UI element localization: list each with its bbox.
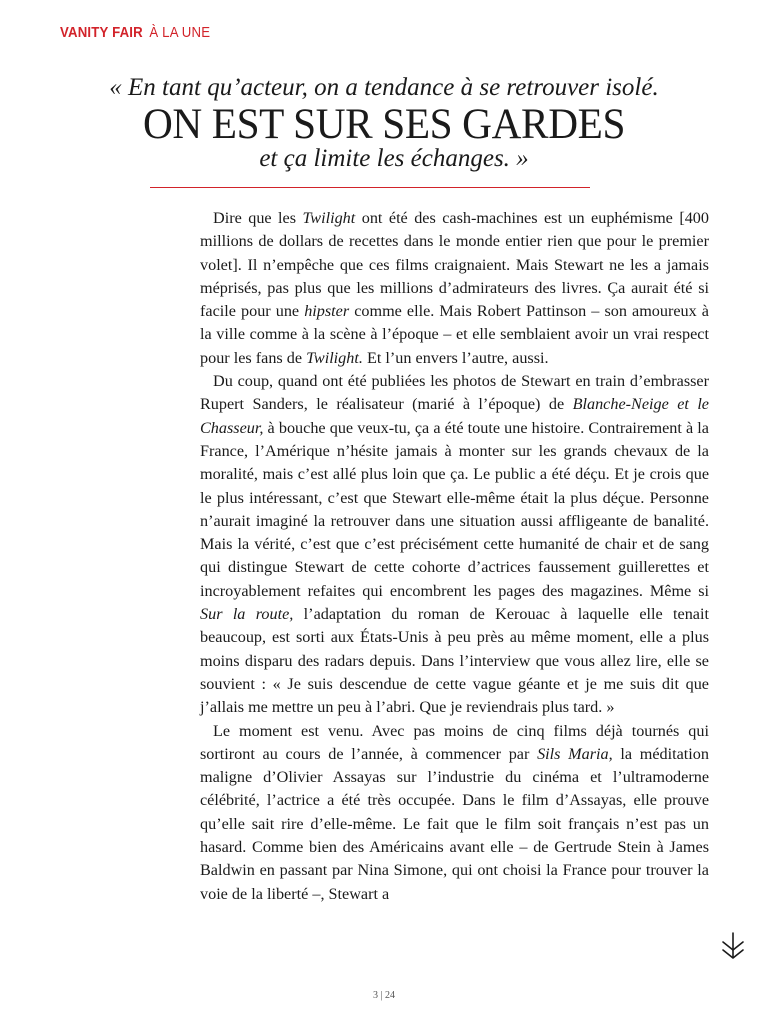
paragraph-text: ont été des cash-machines est un euphémisme [400 millions de dollars de recettes dans le monde entier rien que pour le premier volet]. Il n’empêche que ces films craignaient. Mais Stewart ne les a jamais méprisés, pas plus que les millions d’admirateurs des livres. Ça aurait été si facile pour une [200,209,709,321]
paragraph-text: Dire que les [213,209,303,227]
paragraph-text: Le moment est venu. Avec pas moins de cinq films déjà tournés qui sortiront au cours de l’année, à commencer par [200,721,709,763]
magazine-brand: VANITY FAIR [60,24,143,41]
title-blanche-neige: Blanche-Neige et le Chasseur, [200,395,709,437]
paragraph-text: comme elle. Mais Robert Pattinson – son amoureux à la ville comme à la scène à l’époque – et elle semblaient avoir un vrai respect pour les fans de [200,302,709,367]
section-label: À LA UNE [149,24,211,41]
title-twilight: Twilight. [306,348,363,367]
pull-quote-line-3: et ça limite les échanges. » [259,145,529,172]
pull-quote-divider [150,187,590,188]
paragraph-text: Et l’un envers l’autre, aussi. [362,348,549,367]
paragraph-2 [200,370,709,719]
paragraph-3 [200,720,709,906]
article-body [200,207,709,906]
paragraph-text: la méditation maligne d’Olivier Assayas sur l’industrie du cinéma et l’ultramoderne célébrité, l’actrice a été très occupée. Dans le film d’Assayas, elle prouve qu’elle sait rire d’elle-même. Le fait que le film soit français n’est pas un hasard. Comme bien des Américains avant elle – de Gertrude Stein à James Baldwin en passant par Nina Simone, qui ont choisi la France pour trouver la voie de la liberté –, Stewart a [200,744,709,903]
title-sils-maria: Sils Maria, [537,744,613,763]
paragraph-text: l’adaptation du roman de Kerouac à laquelle elle tenait beaucoup, est sorti aux États-Unis à peu près au même moment, elle a plus moins disparu des radars depuis. Dans l’interview que vous allez lire, elle se souvient : « Je suis descendue de cette vague géante et je me suis dit que j’allais me mettre un peu à l’abri. Que je reviendrais plus tard. » [200,605,709,717]
pull-quote-line-1: « En tant qu’acteur, on a tendance à se retrouver isolé. [109,74,659,101]
title-sur-la-route: Sur la route, [200,605,294,624]
paragraph-text: Du coup, quand ont été publiées les photos de Stewart en train d’embrasser Rupert Sanders, le réalisateur (marié à l’époque) de [200,372,709,414]
pull-quote-headline: ON EST SUR SES GARDES [142,101,626,148]
page-number: 3 | 24 [372,990,395,1001]
paragraph-1 [200,207,709,370]
word-hipster: hipster [304,302,350,321]
title-twilight: Twilight [302,209,356,227]
double-chevron-down-icon[interactable] [720,930,746,964]
paragraph-text: à bouche que veux-tu, ça a été toute une histoire. Contrairement à la France, l’Amérique n’hésite jamais à monter sur les grands chevaux de la moralité, mais c’est allé plus loin que ça. Le public a été déçu. Et je crois que le plus intéressant, c’est que Stewart elle-même était la plus déçue. Personne n’aurait imaginé la retrouver dans une situation aussi affligeante de banalité. Mais la vérité, c’est que c’est précisément cette humanité de chair et de sang qui distingue Stewart de cette cohorte d’actrices faussement guillerettes et incroyablement refaites qui encombrent les pages des magazines. Même si [200,418,709,600]
section-header [60,24,210,41]
